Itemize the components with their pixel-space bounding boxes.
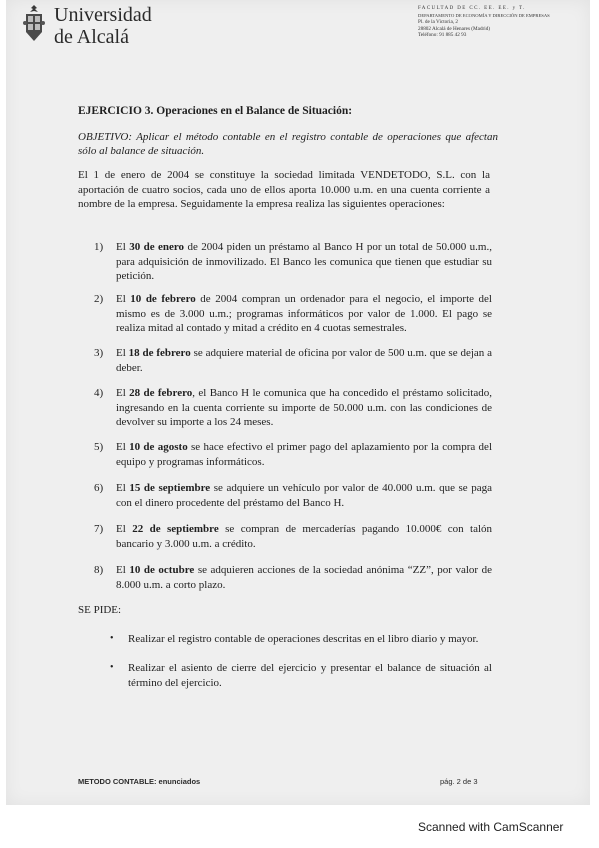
operation-number: 7) xyxy=(94,523,104,535)
bullet-icon: • xyxy=(110,633,114,644)
task-text: Realizar el registro contable de operaciones descritas en el libro diario y mayor. xyxy=(128,633,479,645)
scanner-watermark: Scanned with CamScanner xyxy=(418,820,564,834)
phone-number: Teléfono: 91 885 42 93 xyxy=(418,32,467,39)
university-name xyxy=(54,4,152,48)
operation-text: El 28 de febrero, el Banco H le comunica que ha concedido el préstamo solicitado, ingresando en la cuenta corriente su importe de 50.000 u.m. con las condiciones de devolver su importe a los 24 meses. xyxy=(116,387,492,428)
exercise-intro: El 1 de enero de 2004 se constituye la sociedad limitada VENDETODO, S.L. con la aportación de cuatro socios, cada uno de ellos aporta 10.000 u.m. en una cuenta corriente a nombre de la empresa. Seguidamente la empresa realiza las siguientes operaciones: xyxy=(78,169,490,210)
faculty-name: FACULTAD DE CC. EE. EE. y T. xyxy=(418,6,526,11)
task-item xyxy=(110,632,492,647)
operation-number: 5) xyxy=(94,441,104,453)
university-name-line2: de Alcalá xyxy=(54,26,129,48)
operation-item xyxy=(94,346,492,375)
operation-text: El 30 de enero de 2004 piden un préstamo al Banco H por un total de 50.000 u.m., para adquisición de inmovilizado. El Banco les comunica que tienen que estudiar su petición. xyxy=(116,241,492,282)
footer-page-number: pág. 2 de 3 xyxy=(440,777,478,786)
operation-item xyxy=(94,292,492,336)
operation-item xyxy=(94,440,492,469)
operation-item xyxy=(94,240,492,284)
university-name-line1: Universidad xyxy=(54,4,152,26)
operation-number: 3) xyxy=(94,347,104,359)
operation-item xyxy=(94,386,492,430)
operation-item xyxy=(94,522,492,551)
operation-text: El 22 de septiembre se compran de mercaderías pagando 10.000€ con talón bancario y 3.000 u.m. a crédito. xyxy=(116,523,493,550)
operation-number: 2) xyxy=(94,293,104,305)
footer-section-title: METODO CONTABLE: enunciados xyxy=(78,777,201,786)
exercise-title: EJERCICIO 3. Operaciones en el Balance de Situación: xyxy=(78,105,353,117)
operation-number: 6) xyxy=(94,482,104,494)
task-item xyxy=(110,661,492,690)
operation-text: El 10 de agosto se hace efectivo el primer pago del aplazamiento por la compra del equipo y programas informáticos. xyxy=(116,441,493,468)
operation-item xyxy=(94,481,492,510)
operation-item xyxy=(94,563,492,592)
address-line1: Pl. de la Victoria, 2 xyxy=(418,19,458,26)
address-line2: 28802 Alcalá de Henares (Madrid) xyxy=(418,25,491,32)
exercise-objective: OBJETIVO: Aplicar el método contable en el registro contable de operaciones que afectan sólo al balance de situación. xyxy=(78,131,498,157)
operation-number: 4) xyxy=(94,387,104,399)
se-pide-heading: SE PIDE: xyxy=(78,604,122,616)
faculty-address-block xyxy=(418,6,588,39)
task-text: Realizar el asiento de cierre del ejercicio y presentar el balance de situación al término del ejercicio. xyxy=(128,662,492,689)
university-crest-icon xyxy=(22,4,46,44)
operation-number: 8) xyxy=(94,564,104,576)
operation-text: El 10 de octubre se adquieren acciones de la sociedad anónima “ZZ”, por valor de 8.000 u.m. a corto plazo. xyxy=(116,564,492,591)
operation-text: El 10 de febrero de 2004 compran un ordenador para el negocio, el importe del mismo es de 3.000 u.m.; programas informáticos por valor de 1.000. El pago se realiza mitad al contado y mitad a crédito en 4 cuotas semestrales. xyxy=(116,293,492,334)
operation-text: El 18 de febrero se adquiere material de oficina por valor de 500 u.m. que se dejan a deber. xyxy=(116,347,492,374)
operation-number: 1) xyxy=(94,241,104,253)
operation-text: El 15 de septiembre se adquiere un vehículo por valor de 40.000 u.m. que se paga con el dinero procedente del préstamo del Banco H. xyxy=(116,482,493,509)
department-name: DEPARTAMENTO DE ECONOMÍA Y DIRECCIÓN DE EMPRESAS xyxy=(418,12,550,18)
bullet-icon: • xyxy=(110,662,114,673)
